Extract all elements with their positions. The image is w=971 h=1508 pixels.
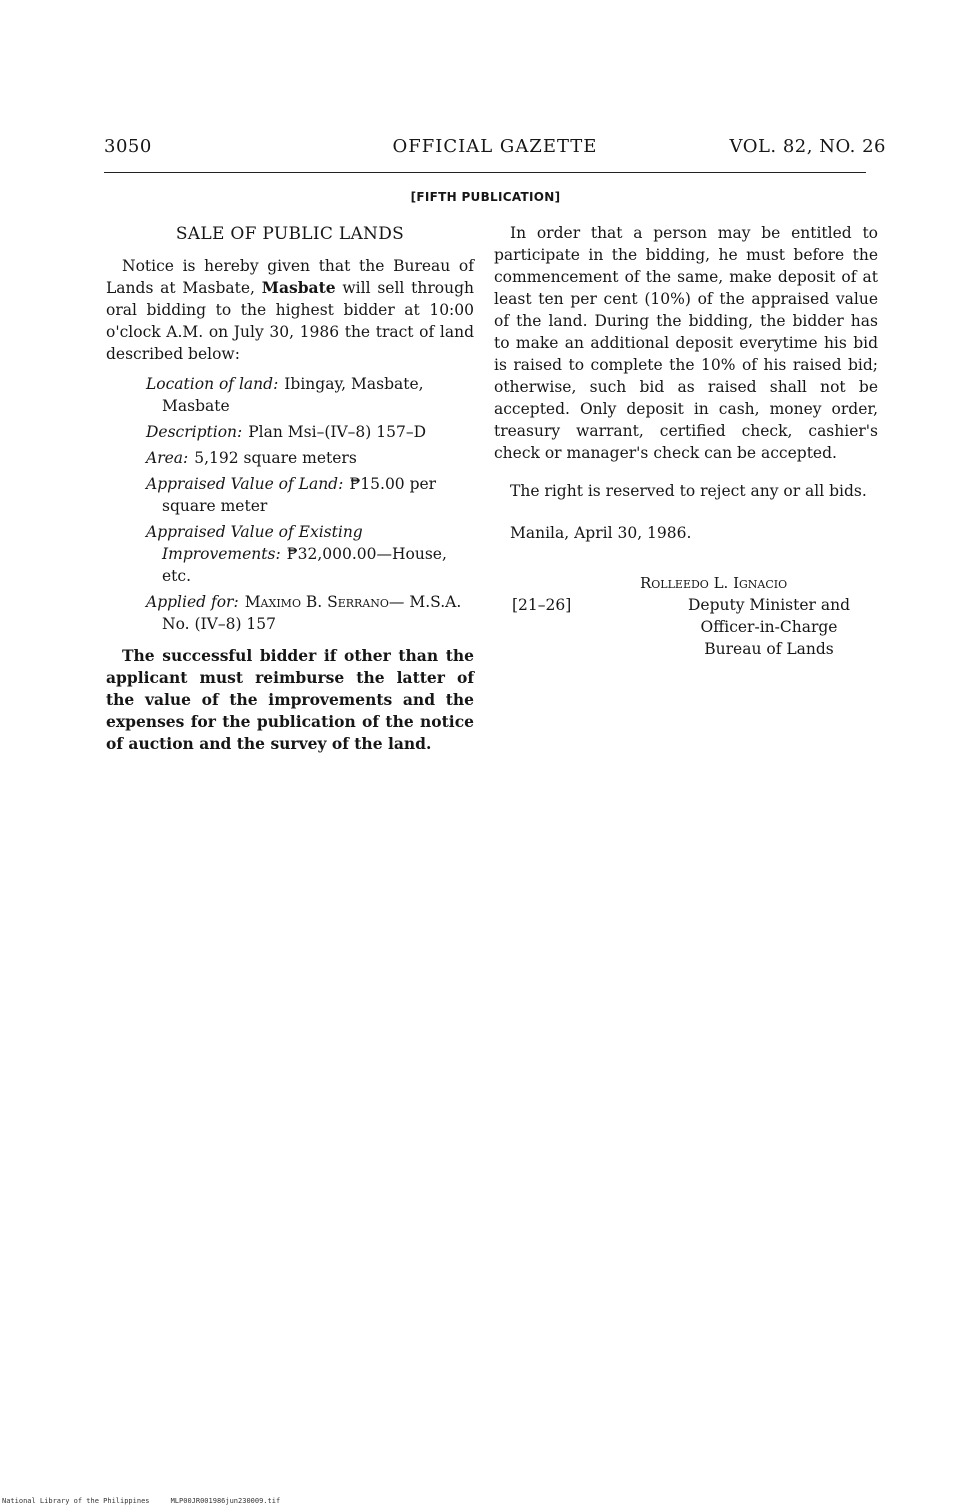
detail-value: M.S.A. No. (IV–8) 157 bbox=[162, 593, 462, 633]
detail-area bbox=[106, 447, 474, 469]
detail-value: ₱15.00 per square meter bbox=[162, 475, 437, 515]
detail-key: Appraised Value of Existing Improvements: bbox=[146, 523, 363, 563]
applicant-name: Maximo B. Serrano— bbox=[244, 593, 405, 611]
detail-appraised-land bbox=[106, 473, 474, 517]
detail-appraised-improvements bbox=[106, 521, 474, 587]
volume-number: VOL. 82, NO. 26 bbox=[729, 136, 886, 157]
intro-text-end: will sell through oral bidding to the highest bidder at 10:00 o'clock A.M. on July 30, 1986 the tract of land described below: bbox=[106, 279, 474, 363]
detail-location bbox=[106, 373, 474, 417]
intro-text-bold: Masbate bbox=[261, 278, 336, 297]
detail-key: Area: bbox=[146, 449, 189, 467]
publication-label: [FIFTH PUBLICATION] bbox=[410, 190, 561, 204]
signer-title bbox=[654, 594, 884, 660]
signer-title-line: Deputy Minister and bbox=[687, 596, 851, 614]
page-number: 3050 bbox=[104, 136, 152, 157]
intro-paragraph bbox=[106, 255, 474, 365]
dateline: Manila, April 30, 1986. bbox=[510, 524, 692, 542]
land-details bbox=[106, 373, 474, 635]
detail-applicant bbox=[106, 591, 474, 635]
left-column bbox=[106, 222, 474, 755]
notice-title: SALE OF PUBLIC LANDS bbox=[175, 224, 405, 244]
reservation-paragraph: The right is reserved to reject any or all bids. bbox=[510, 482, 867, 500]
intro-text-start: Notice is hereby given that the Bureau of Lands at Masbate, bbox=[106, 257, 474, 297]
detail-description bbox=[106, 421, 474, 443]
detail-value: Plan Msi–(IV–8) 157–D bbox=[248, 423, 427, 441]
header-rule bbox=[104, 172, 866, 173]
publication-title: OFFICIAL GAZETTE bbox=[392, 136, 598, 157]
reimbursement-paragraph: The successful bidder if other than the applicant must reimburse the latter of the value of the improvements and the expenses for the publication of the notice of auction and the survey of the land. bbox=[106, 646, 474, 753]
right-column bbox=[494, 222, 878, 664]
source-library: National Library of the Philippines bbox=[2, 1497, 150, 1505]
detail-value: ₱32,000.00—House, etc. bbox=[162, 545, 447, 585]
signer-title-line: Officer-in-Charge bbox=[700, 618, 838, 636]
detail-key: Location of land: bbox=[146, 375, 279, 393]
file-name: MLP00JR001986jun230009.tif bbox=[170, 1497, 281, 1505]
signature-block bbox=[494, 572, 878, 664]
signer-name: Rolleedo L. Ignacio bbox=[640, 574, 788, 592]
detail-key: Description: bbox=[146, 423, 243, 441]
detail-key: Appraised Value of Land: bbox=[146, 475, 344, 493]
publication-reference: [21–26] bbox=[512, 596, 572, 614]
detail-key: Applied for: bbox=[146, 593, 239, 611]
detail-value: 5,192 square meters bbox=[194, 449, 357, 467]
deposit-paragraph: In order that a person may be entitled to participate in the bidding, he must before the commencement of the same, make deposit of at least ten per cent (10%) of the appraised value of the land. During the bidding, the bidder has to make an additional deposit everytime his bid is raised to complete the 10% of his raised bid; otherwise, such bid as raised shall not be accepted. Only deposit in cash, money order, treasury warrant, certified check, cashier's check or manager's check can be accepted. bbox=[494, 224, 878, 462]
scan-footer bbox=[2, 1497, 280, 1505]
detail-value: Ibingay, Masbate, Masbate bbox=[162, 375, 424, 415]
signer-title-line: Bureau of Lands bbox=[704, 640, 834, 658]
page-header bbox=[104, 136, 886, 160]
